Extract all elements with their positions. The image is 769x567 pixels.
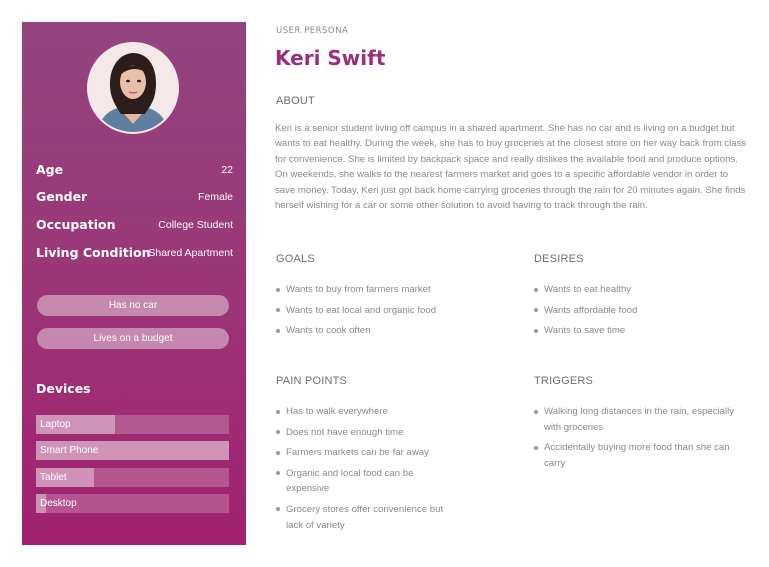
bullet-icon xyxy=(276,410,280,414)
desires-list xyxy=(534,282,744,344)
list-item xyxy=(276,445,458,461)
bullet-icon xyxy=(276,430,280,434)
stat-label: Living Condition xyxy=(36,245,151,260)
list-item-text: Wants affordable food xyxy=(544,304,638,316)
about-text: Keri is a senior student living off campus in a shared apartment. She has no car and is living on a budget but wants to eat healthy. During the week, she has to buy groceries at the closest store on her way back from class for convenience. She is limited by backpack space and really dislikes the available food and produce options. On weekends, she walks to the nearest farmers market and goes to a specific affordable vendor in order to save money. Today, Keri just got back home carrying groceries through the rain for 20 minutes again. She finds herself wishing for a car or some other solution to avoid having to track through the rain. xyxy=(275,123,747,212)
device-bar xyxy=(36,494,229,513)
pain-points-title: PAIN POINTS xyxy=(276,375,348,387)
persona-name: Keri Swift xyxy=(275,46,386,70)
device-bar xyxy=(36,468,229,487)
goals-list xyxy=(276,282,506,344)
stat-occupation xyxy=(36,217,233,237)
list-item xyxy=(534,282,744,298)
stat-label: Age xyxy=(36,162,64,177)
stat-label: Occupation xyxy=(36,217,116,232)
desires-title: DESIRES xyxy=(534,253,584,265)
list-item-text: Wants to eat local and organic food xyxy=(286,304,437,316)
list-item-text: Organic and local food can be expensive xyxy=(286,467,414,495)
bullet-icon xyxy=(276,507,280,511)
tag-budget: Lives on a budget xyxy=(37,328,229,349)
bullet-icon xyxy=(534,410,538,414)
list-item xyxy=(534,404,739,435)
bullet-icon xyxy=(534,446,538,450)
list-item-text: Wants to buy from farmers market xyxy=(286,284,431,295)
bullet-icon xyxy=(276,329,280,333)
avatar xyxy=(87,42,179,134)
device-label: Desktop xyxy=(40,498,77,509)
list-item xyxy=(276,404,458,420)
stat-living-condition xyxy=(36,245,233,265)
portrait-photo-icon xyxy=(89,44,177,132)
device-label: Laptop xyxy=(40,419,71,430)
list-item xyxy=(276,303,506,319)
list-item-text: Walking long distances in the rain, especially with groceries xyxy=(544,406,735,433)
tag-no-car: Has no car xyxy=(37,295,229,316)
bullet-icon xyxy=(276,451,280,455)
device-label: Tablet xyxy=(40,472,67,483)
list-item xyxy=(534,303,744,319)
list-item-text: Does not have enough time xyxy=(286,426,404,438)
bullet-icon xyxy=(276,471,280,475)
bullet-icon xyxy=(534,308,538,312)
stat-value: Shared Apartment xyxy=(148,247,233,259)
persona-eyebrow: USER PERSONA xyxy=(276,26,349,36)
bullet-icon xyxy=(276,308,280,312)
stat-value: College Student xyxy=(158,219,233,231)
list-item xyxy=(276,282,506,298)
device-bar xyxy=(36,415,229,434)
bullet-icon xyxy=(276,288,280,292)
list-item-text: Farmers markets can be far away xyxy=(286,447,429,459)
bullet-icon xyxy=(534,288,538,292)
stat-value: 22 xyxy=(221,164,233,176)
list-item xyxy=(276,466,458,497)
list-item-text: Accidentally buying more food than she can carry xyxy=(544,442,730,469)
list-item xyxy=(534,440,739,471)
list-item-text: Wants to save time xyxy=(544,325,626,337)
list-item-text: Wants to eat healthy xyxy=(544,284,632,295)
list-item xyxy=(276,323,506,339)
triggers-title: TRIGGERS xyxy=(534,375,594,387)
pain-points-list xyxy=(276,404,458,538)
stat-gender xyxy=(36,189,233,209)
list-item xyxy=(534,323,744,339)
list-item xyxy=(276,425,458,441)
goals-title: GOALS xyxy=(276,253,315,265)
about-title: ABOUT xyxy=(276,95,315,107)
triggers-list xyxy=(534,404,739,476)
list-item xyxy=(276,502,458,533)
profile-sidebar xyxy=(22,22,246,545)
stat-label: Gender xyxy=(36,189,88,204)
device-bar xyxy=(36,441,229,460)
bullet-icon xyxy=(534,329,538,333)
list-item-text: Grocery stores offer convenience but lack of variety xyxy=(286,503,444,531)
device-label: Smart Phone xyxy=(40,445,99,456)
list-item-text: Has to walk everywhere xyxy=(286,406,388,417)
stat-value: Female xyxy=(197,191,233,203)
list-item-text: Wants to cook often xyxy=(286,325,371,337)
stat-age xyxy=(36,162,233,182)
devices-title: Devices xyxy=(36,381,91,396)
